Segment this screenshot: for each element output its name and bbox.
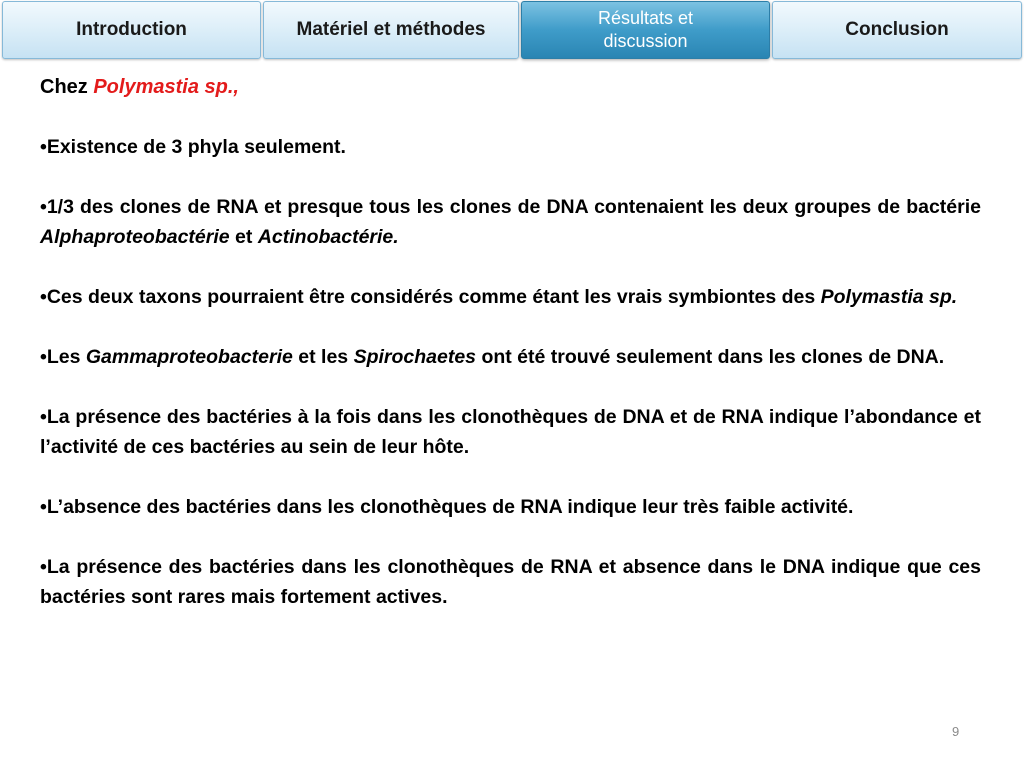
bullet-2-text-b: et (229, 226, 258, 248)
bullet-1 (40, 132, 981, 162)
tab-materiel-et-methodes[interactable] (263, 1, 519, 59)
bullet-5-text: •La présence des bactéries à la fois dans les clonothèques de DNA et de RNA indique l’abondance et l’activité de ces bactéries au sein de leur hôte. (40, 406, 981, 458)
bullet-5 (40, 402, 981, 462)
bullet-4-text-c: ont été trouvé seulement dans les clones de DNA. (476, 346, 945, 368)
tab-introduction-label: Introduction (76, 19, 187, 40)
tab-conclusion-label: Conclusion (845, 19, 949, 40)
bullet-6-text: •L’absence des bactéries dans les clonothèques de RNA indique leur très faible activité. (40, 496, 854, 518)
bullet-4-text-b: et les (292, 346, 354, 368)
tab-resultats-et-discussion[interactable] (521, 1, 770, 59)
bullet-7-text: •La présence des bactéries dans les clonothèques de RNA et absence dans le DNA indique que ces bactéries sont rares mais fortement actives. (40, 556, 981, 608)
bullet-7 (40, 552, 981, 612)
page-number: 9 (952, 724, 960, 739)
bullet-1-text: •Existence de 3 phyla seulement. (40, 136, 346, 158)
tab-materiel-et-methodes-label: Matériel et méthodes (296, 19, 486, 40)
bullet-4-text-a: •Les (40, 346, 86, 368)
bullet-4-taxon-gamma: Gammaproteobacterie (85, 346, 293, 368)
bullet-4-taxon-spiro: Spirochaetes (353, 346, 477, 368)
bullet-4 (40, 342, 981, 372)
heading-species: Polymastia sp., (93, 76, 239, 98)
bullet-3-species: Polymastia sp. (820, 286, 958, 308)
bullet-6 (40, 492, 981, 522)
bullet-2-text-a: •1/3 des clones de RNA et presque tous les clones de DNA contenaient les deux groupes de bactérie (40, 196, 981, 218)
heading-prefix: Chez (40, 76, 94, 98)
bullet-3-text-a: •Ces deux taxons pourraient être considérés comme étant les vrais symbiontes des (40, 286, 821, 308)
section-nav (0, 0, 1024, 62)
tab-resultats-et-discussion-label (598, 7, 693, 53)
tab-resultats-line-2: discussion (603, 31, 688, 51)
slide-body (40, 72, 981, 612)
bullet-2-taxon-actino: Actinobactérie. (257, 226, 399, 248)
tab-conclusion[interactable] (772, 1, 1022, 59)
bullet-2-taxon-alpha: Alphaproteobactérie (40, 226, 230, 248)
tab-introduction[interactable] (2, 1, 261, 59)
slide-heading (40, 72, 981, 102)
tab-resultats-line-1: Résultats et (597, 8, 694, 28)
bullet-3 (40, 282, 981, 312)
bullet-2 (40, 192, 981, 252)
